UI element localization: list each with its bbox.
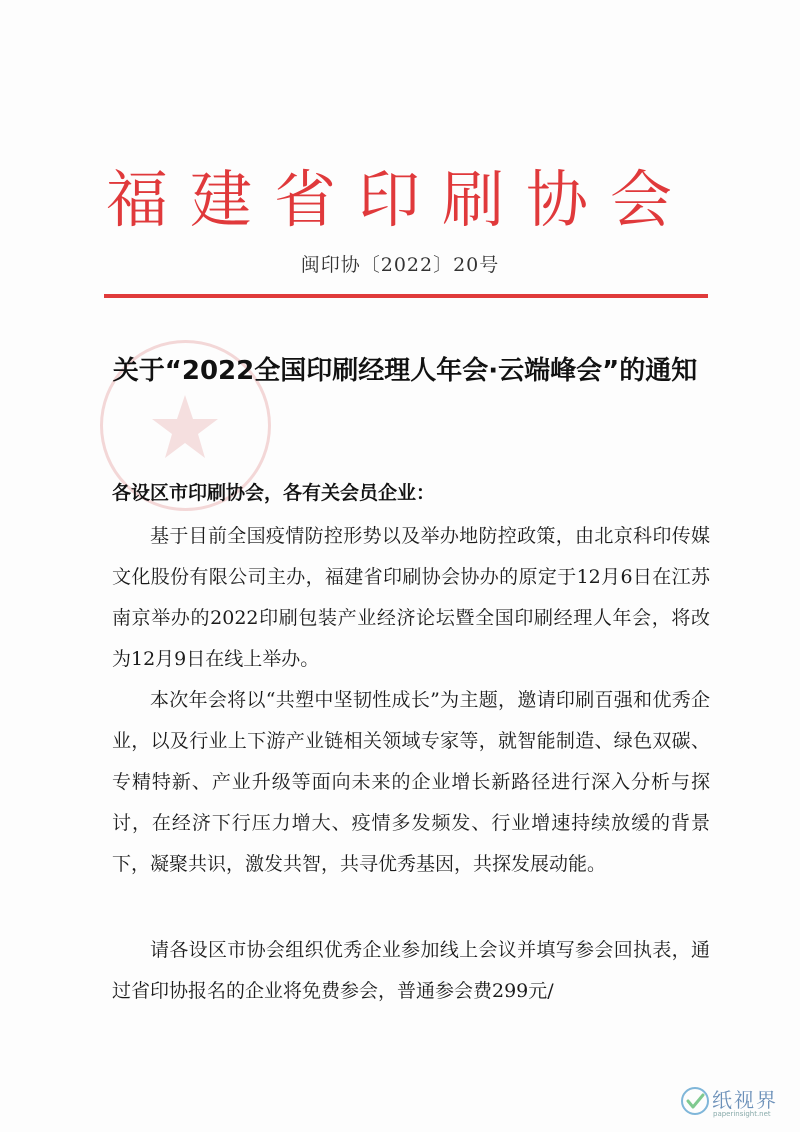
notice-title: 关于“2022全国印刷经理人年会·云端峰会”的通知 [112,356,698,386]
salutation: 各设区市印刷协会，各有关会员企业： [112,482,436,504]
paragraph-1: 基于目前全国疫情防控形势以及举办地防控政策，由北京科印传媒文化股份有限公司主办，福建省印刷协会协办的原定于12月6日在江苏南京举办的2022印刷包装产业经济论坛暨全国印刷经理人年会，将改为12月9日在线上举办。 [112,525,710,670]
paragraph-3: 请各设区市协会组织优秀企业参加线上会议并填写参会回执表，通过省印协报名的企业将免费参会，普通参会费299元/ [112,939,710,1002]
paper-insight-logo-icon [680,1086,710,1116]
document-number: 闽印协〔2022〕20号 [300,254,500,276]
watermark-brand: 纸视界 [712,1088,778,1112]
red-divider [104,294,708,298]
paragraph-2: 本次年会将以“共塑中坚韧性成长”为主题，邀请印刷百强和优秀企业，以及行业上下游产业链相关领域专家等，就智能制造、绿色双碳、专精特新、产业升级等面向未来的企业增长新路径进行深入分析与探讨，在经济下行压力增大、疫情多发频发、行业增速持续放缓的背景下，凝聚共识，激发共智，共寻优秀基因，共探发展动能。 [112,689,710,875]
watermark-url: paperinsight.net [713,1110,771,1118]
organization-title: 福建省印刷协会 [105,163,694,236]
watermark [680,1084,790,1124]
